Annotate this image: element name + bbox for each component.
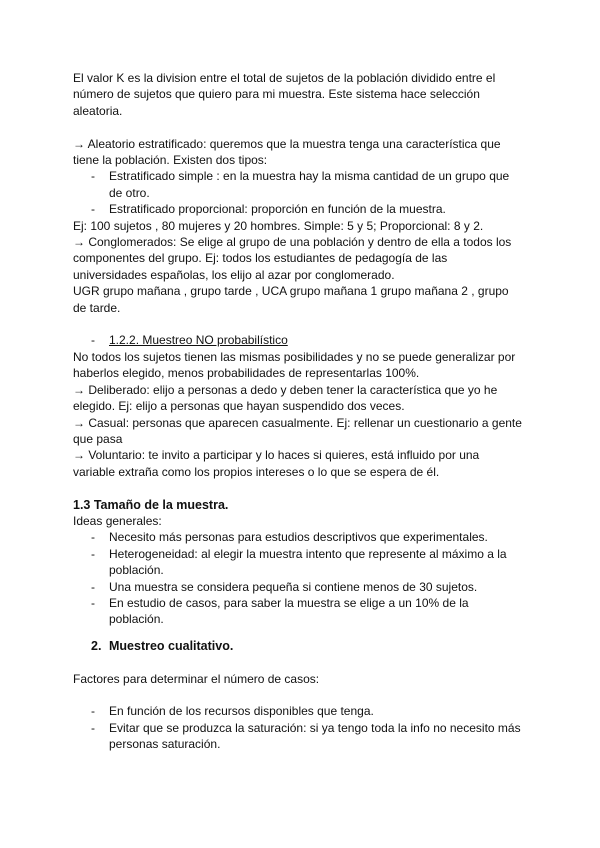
list-item-text: En estudio de casos, para saber la muestra se elige a un 10% de la población. bbox=[109, 595, 469, 627]
list-item bbox=[73, 595, 523, 628]
list-item-text: Heterogeneidad: al elegir la muestra intento que represente al máximo a la población. bbox=[109, 546, 507, 578]
no-probabilistico-intro: No todos los sujetos tienen las mismas posibilidades y no se puede generalizar por haberlos elegido, menos probabilidades de representarlas 100%. bbox=[73, 349, 516, 381]
list-item bbox=[73, 546, 523, 579]
casual-paragraph: → Casual: personas que aparecen casualmente. Ej: rellenar un cuestionario a gente que pasa bbox=[73, 415, 522, 446]
no-probabilistico-heading: 1.2.2. Muestreo NO probabilístico bbox=[109, 333, 288, 348]
document-page bbox=[73, 70, 523, 753]
list-item-text: Evitar que se produzca la saturación: si ya tengo toda la info no necesito más personas saturación. bbox=[109, 720, 521, 752]
list-item bbox=[73, 529, 523, 545]
dash-marker: - bbox=[91, 530, 95, 545]
list-item bbox=[73, 703, 523, 719]
dash-marker: - bbox=[91, 579, 95, 594]
estratificado-heading: → Aleatorio estratificado: queremos que la muestra tenga una característica que tiene la población. Existen dos tipos: bbox=[73, 136, 501, 168]
list-item-text: Una muestra se considera pequeña si contiene menos de 30 sujetos. bbox=[109, 579, 478, 594]
list-item bbox=[73, 720, 523, 753]
list-item-text: Estratificado proporcional: proporción en función de la muestra. bbox=[109, 202, 446, 217]
voluntario-paragraph: → Voluntario: te invito a participar y lo haces si quieres, está influido por una variable extraña como los propios intereses o lo que se espera de él. bbox=[73, 448, 480, 479]
dash-marker: - bbox=[91, 169, 95, 184]
dash-marker: - bbox=[91, 333, 95, 348]
conglomerados-paragraph: → Conglomerados: Se elige al grupo de una población y dentro de ella a todos los componentes del grupo. Ej: todos los estudiantes de pedagogía de las universidades españolas, los elijo al azar por conglomerado. bbox=[73, 235, 512, 282]
list-item bbox=[73, 332, 523, 348]
cualitativo-heading bbox=[73, 638, 523, 654]
cualitativo-intro: Factores para determinar el número de casos: bbox=[73, 671, 320, 686]
conglomerados-example: UGR grupo mañana , grupo tarde , UCA grupo mañana 1 grupo mañana 2 , grupo de tarde. bbox=[73, 284, 509, 315]
list-item-text: Necesito más personas para estudios descriptivos que experimentales. bbox=[109, 530, 488, 545]
tamano-heading: 1.3 Tamaño de la muestra. bbox=[73, 497, 229, 512]
intro-paragraph: El valor K es la division entre el total de sujetos de la población dividido entre el número de sujetos que quiero para mi muestra. Este sistema hace selección aleatoria. bbox=[73, 71, 496, 118]
list-item bbox=[73, 201, 523, 217]
list-item-text: Estratificado simple : en la muestra hay la misma cantidad de un grupo que de otro. bbox=[109, 169, 510, 200]
section-number: 2. bbox=[91, 638, 102, 653]
section-title: Muestreo cualitativo. bbox=[109, 638, 234, 653]
dash-marker: - bbox=[91, 720, 95, 735]
estratificado-example: Ej: 100 sujetos , 80 mujeres y 20 hombres. Simple: 5 y 5; Proporcional: 8 y 2. bbox=[73, 218, 484, 233]
dash-marker: - bbox=[91, 704, 95, 719]
list-item bbox=[73, 168, 523, 201]
dash-marker: - bbox=[91, 202, 95, 217]
dash-marker: - bbox=[91, 595, 95, 610]
list-item bbox=[73, 579, 523, 595]
list-item-text: En función de los recursos disponibles que tenga. bbox=[109, 704, 374, 719]
dash-marker: - bbox=[91, 546, 95, 561]
deliberado-paragraph: → Deliberado: elijo a personas a dedo y deben tener la característica que yo he elegido. Ej: elijo a personas que hayan suspendido dos veces. bbox=[73, 382, 498, 414]
tamano-subheading: Ideas generales: bbox=[73, 513, 162, 528]
